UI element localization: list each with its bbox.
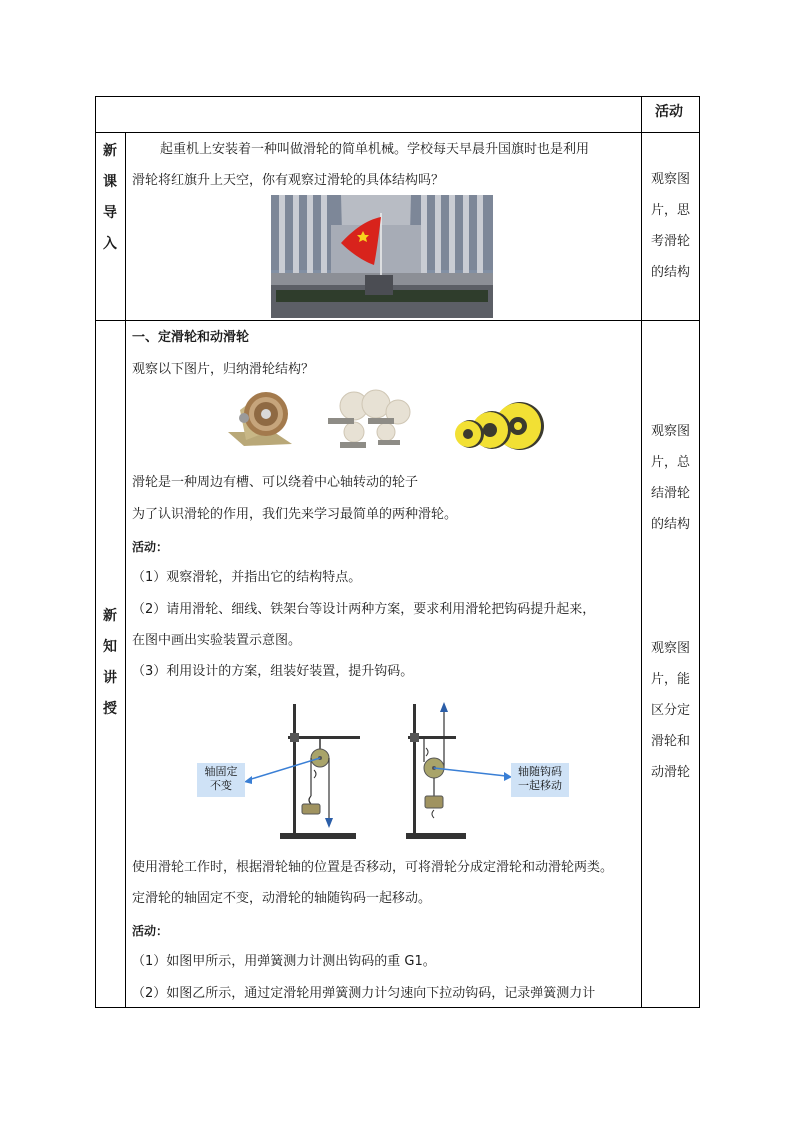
header-activity: 活动 xyxy=(655,104,683,120)
table-border-right xyxy=(699,96,700,1008)
pulley-definition: 滑轮是一种周边有槽、可以绕着中心轴转动的轮子 xyxy=(132,475,419,490)
side-label-intro: 新 课 导 入 xyxy=(103,143,117,252)
table-border-col2 xyxy=(641,96,642,1008)
intro-paragraph-line2: 滑轮将红旗升上天空，你有观察过滑轮的具体结构吗？ xyxy=(132,173,445,188)
pulley-photo-white xyxy=(324,388,424,454)
measure-step-2: （2）如图乙所示，通过定滑轮用弹簧测力计匀速向下拉动钩码，记录弹簧测力计 xyxy=(132,986,596,1001)
activity-label-2: 活动： xyxy=(132,924,169,938)
flag-raising-photo xyxy=(271,195,493,318)
activity-step-2-line2: 在图中画出实验装置示意图。 xyxy=(132,633,302,648)
classification-line2: 定滑轮的轴固定不变，动滑轮的轴随钩码一起移动。 xyxy=(132,891,432,906)
pulley-photo-metal xyxy=(222,388,298,452)
side-label-new-knowledge: 新 知 讲 授 xyxy=(103,608,117,717)
activity-step-3: （3）利用设计的方案，组装好装置，提升钩码。 xyxy=(132,664,414,679)
classification-line1: 使用滑轮工作时，根据滑轮轴的位置是否移动，可将滑轮分成定滑轮和动滑轮两类。 xyxy=(132,860,614,875)
table-border-top xyxy=(95,96,700,97)
activity-step-2-line1: （2）请用滑轮、细线、铁架台等设计两种方案，要求利用滑轮把钩码提升起来， xyxy=(132,602,596,617)
pulley-experiment-diagram xyxy=(240,700,530,845)
table-border-section xyxy=(95,320,700,321)
intro-paragraph-line1: 起重机上安装着一种叫做滑轮的简单机械。学校每天早晨升国旗时也是利用 xyxy=(160,142,590,157)
activity-label-1: 活动： xyxy=(132,540,169,554)
table-border-bottom xyxy=(95,1007,700,1008)
observe-prompt: 观察以下图片，归纳滑轮结构？ xyxy=(132,362,315,377)
table-border-col1 xyxy=(125,132,126,1008)
activity-distinguish: 观察图 片，能 区分定 滑轮和 动滑轮 xyxy=(650,641,690,780)
callout-moving-axis: 轴随钩码 一起移动 xyxy=(511,763,569,797)
pulley-intro: 为了认识滑轮的作用，我们先来学习最简单的两种滑轮。 xyxy=(132,507,458,522)
activity-intro: 观察图 片，思 考滑轮 的结构 xyxy=(650,172,690,280)
pulley-photo-yellow xyxy=(452,400,546,456)
activity-step-1: （1）观察滑轮，并指出它的结构特点。 xyxy=(132,570,362,585)
callout-fixed-axis: 轴固定 不变 xyxy=(197,763,245,797)
table-border-header xyxy=(95,132,700,133)
section-heading: 一、定滑轮和动滑轮 xyxy=(132,330,250,345)
activity-structure: 观察图 片，总 结滑轮 的结构 xyxy=(650,424,690,532)
measure-step-1: （1）如图甲所示，用弹簧测力计测出钩码的重 G1。 xyxy=(132,954,436,969)
